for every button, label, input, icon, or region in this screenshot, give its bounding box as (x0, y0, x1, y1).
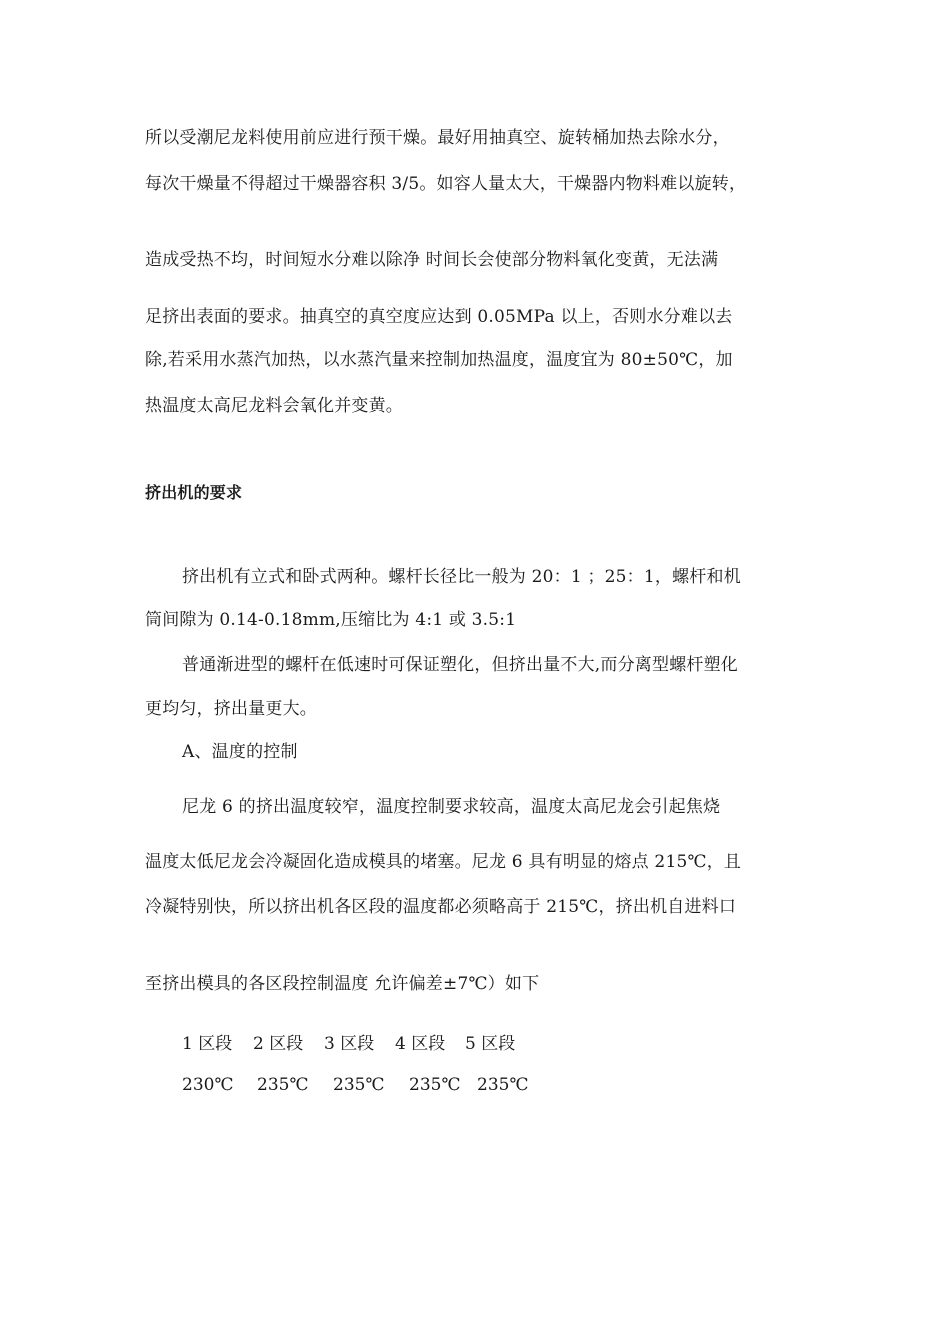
paragraph-line: 尼龙 6 的挤出温度较窄，温度控制要求较高，温度太高尼龙会引起焦烧 (182, 797, 721, 817)
zone-label: 3 区段 (324, 1034, 375, 1054)
paragraph-line: 普通渐进型的螺杆在低速时可保证塑化，但挤出量不大,而分离型螺杆塑化 (182, 655, 739, 675)
zone-label: 4 区段 (395, 1034, 446, 1054)
paragraph-line: 所以受潮尼龙料使用前应进行预干燥。最好用抽真空、旋转桶加热去除水分， (145, 128, 730, 148)
zone-temp: 235℃ (409, 1075, 461, 1095)
paragraph-line: 足挤出表面的要求。抽真空的真空度应达到 0.05MPa 以上，否则水分难以去 (145, 307, 733, 327)
paragraph-line: 每次干燥量不得超过干燥器容积 3/5。如容人量太大，干燥器内物料难以旋转， (145, 174, 747, 194)
section-heading: 挤出机的要求 (145, 483, 243, 502)
paragraph-line: 挤出机有立式和卧式两种。螺杆长径比一般为 20：1 ；25：1，螺杆和机 (182, 567, 741, 587)
zone-temp: 230℃ (182, 1075, 234, 1095)
zone-temp: 235℃ (333, 1075, 385, 1095)
paragraph-line: 至挤出模具的各区段控制温度 允许偏差±7℃）如下 (145, 974, 540, 994)
paragraph-line: 更均匀，挤出量更大。 (145, 699, 317, 719)
paragraph-line: 冷凝特别快，所以挤出机各区段的温度都必须略高于 215℃，挤出机自进料口 (145, 897, 737, 917)
paragraph-line: 热温度太高尼龙料会氧化并变黄。 (145, 396, 403, 416)
paragraph-line: 筒间隙为 0.14-0.18mm,压缩比为 4:1 或 3.5:1 (145, 610, 517, 630)
subheading: A、温度的控制 (182, 742, 298, 762)
zone-label: 2 区段 (253, 1034, 304, 1054)
zone-temp: 235℃ (257, 1075, 309, 1095)
zone-label: 5 区段 (465, 1034, 516, 1054)
paragraph-line: 造成受热不均，时间短水分难以除净 时间长会使部分物料氧化变黄，无法满 (145, 250, 719, 270)
paragraph-line: 除,若采用水蒸汽加热，以水蒸汽量来控制加热温度，温度宜为 80±50℃，加 (145, 350, 733, 370)
zone-temp: 235℃ (477, 1075, 529, 1095)
zone-label: 1 区段 (182, 1034, 233, 1054)
paragraph-line: 温度太低尼龙会冷凝固化造成模具的堵塞。尼龙 6 具有明显的熔点 215℃，且 (145, 852, 742, 872)
